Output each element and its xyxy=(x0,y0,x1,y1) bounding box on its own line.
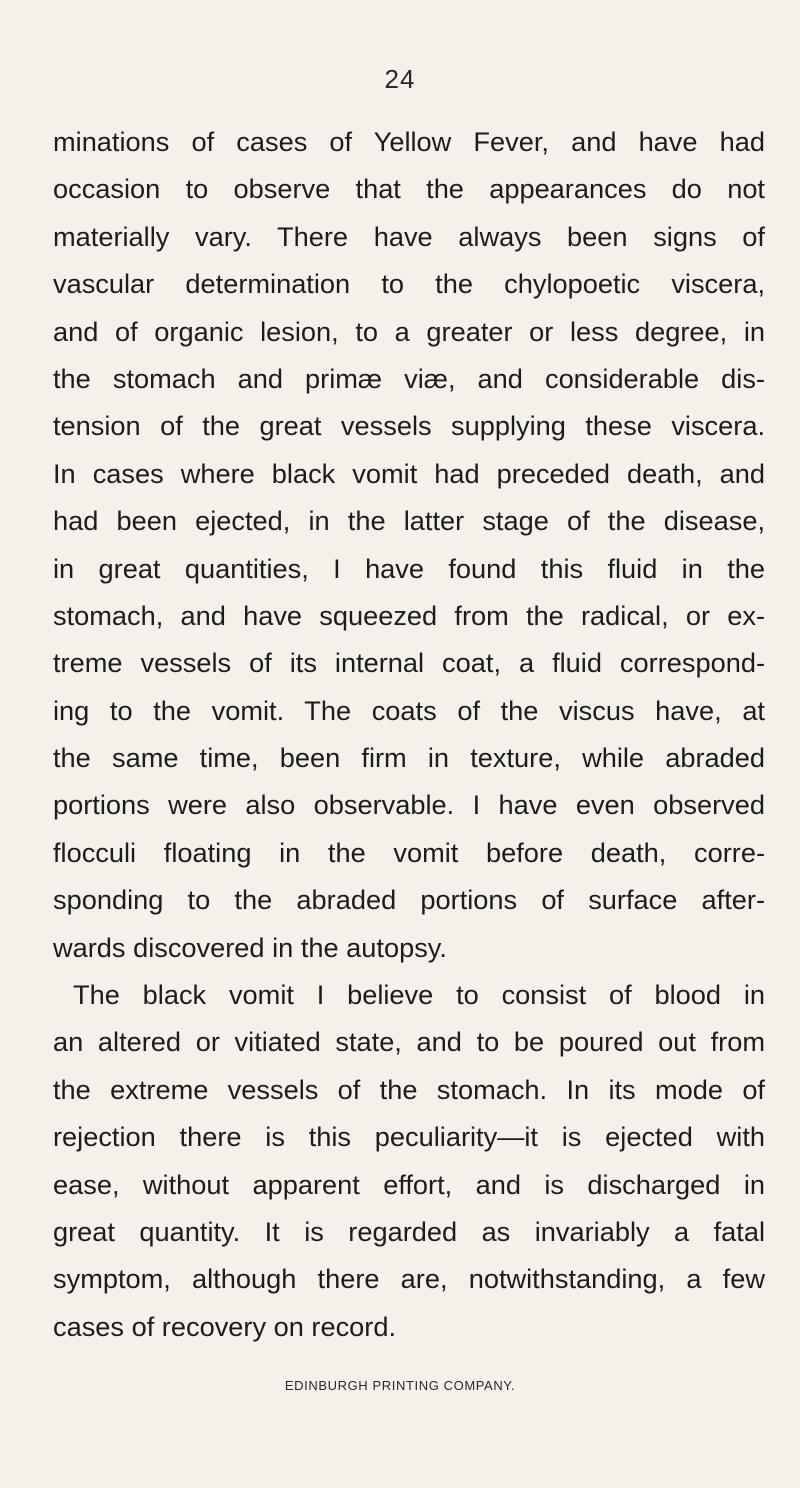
text-line: minations of cases of Yellow Fever, and have had xyxy=(53,126,765,157)
text-line: sponding to the abraded portions of surface after- xyxy=(53,884,765,916)
text-line: cases of recovery on record. xyxy=(53,1310,397,1342)
text-line: and of organic lesion, to a greater or less degree, in xyxy=(53,315,765,347)
body-text xyxy=(53,118,765,1350)
text-line: symptom, although there are, notwithstanding, a few xyxy=(53,1263,765,1295)
text-line: an altered or vitiated state, and to be poured out from xyxy=(53,1026,765,1058)
text-line: occasion to observe that the appearances do not xyxy=(53,173,765,205)
text-line: In cases where black vomit had preceded death, and xyxy=(53,457,765,489)
text-line: stomach, and have squeezed from the radical, or ex- xyxy=(53,599,765,631)
text-line: the stomach and primæ viæ, and considerable dis- xyxy=(53,362,765,394)
printer-imprint: EDINBURGH PRINTING COMPANY. xyxy=(284,1378,516,1393)
text-line: had been ejected, in the latter stage of the disease, xyxy=(53,505,765,537)
text-line: the extreme vessels of the stomach. In its mode of xyxy=(53,1073,765,1105)
text-line: portions were also observable. I have even observed xyxy=(53,789,765,821)
text-line: tension of the great vessels supplying these viscera. xyxy=(53,410,765,442)
text-line: ing to the vomit. The coats of the viscus have, at xyxy=(53,694,765,726)
text-line: The black vomit I believe to consist of blood in xyxy=(73,979,765,1011)
text-line: great quantity. It is regarded as invariably a fatal xyxy=(53,1215,765,1247)
text-line: rejection there is this peculiarity—it is ejected with xyxy=(53,1121,765,1153)
text-line: in great quantities, I have found this fluid in the xyxy=(53,552,765,584)
page-number: 24 xyxy=(384,64,416,94)
text-line: treme vessels of its internal coat, a fluid correspond- xyxy=(53,647,765,679)
text-line: materially vary. There have always been signs of xyxy=(53,220,765,252)
text-line: ease, without apparent effort, and is discharged in xyxy=(53,1168,765,1200)
text-line: the same time, been firm in texture, while abraded xyxy=(53,742,765,774)
text-line: vascular determination to the chylopoetic viscera, xyxy=(53,268,765,300)
text-line: wards discovered in the autopsy. xyxy=(53,931,447,963)
text-line: flocculi floating in the vomit before death, corre- xyxy=(53,836,765,868)
